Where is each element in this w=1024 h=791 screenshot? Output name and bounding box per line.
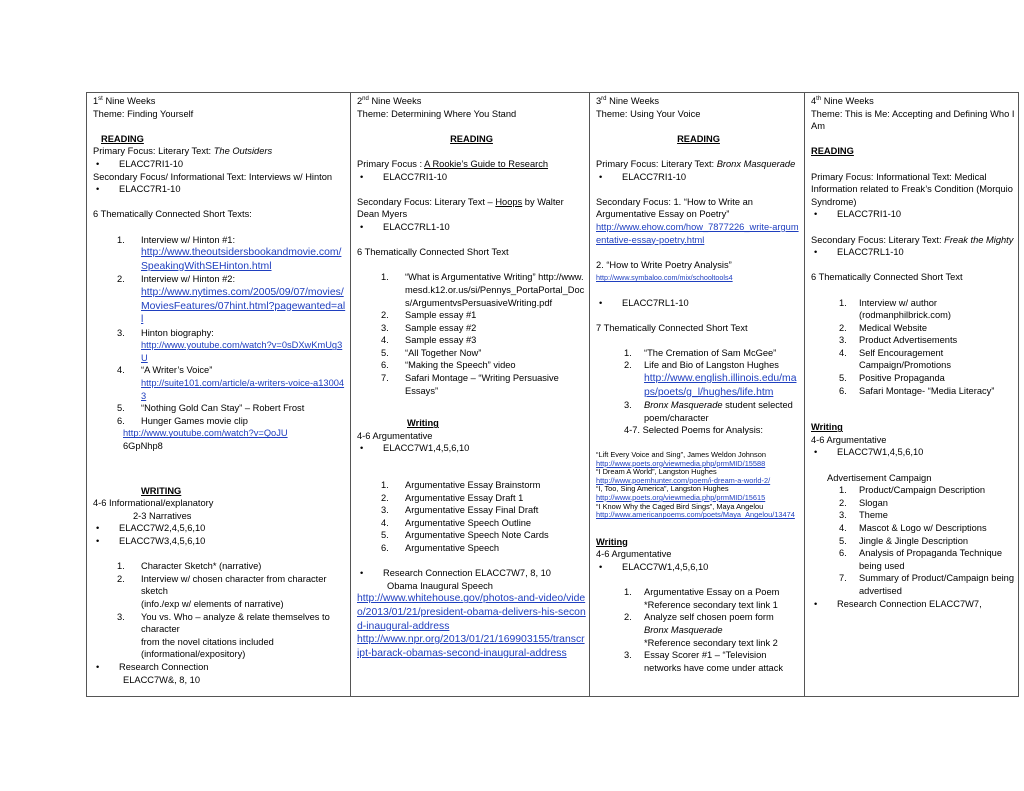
list-item: 4. Self Encouragement Campaign/Promotions [839, 347, 951, 371]
standard: • ELACC7W1,4,5,6,10 [596, 561, 801, 574]
list-item: 2. Sample essay #1 [381, 310, 477, 321]
list-item: 2. Interview w/ Hinton #2: http://www.nytimes.com/2005/09/07/movies/MoviesFeatures/07hint.html?pagewanted=all [117, 274, 346, 326]
list-item: 6. Argumentative Speech [381, 543, 500, 553]
list-item: 4. Sample essay #3 [381, 335, 477, 346]
list-note: *Reference secondary text link 2 [644, 637, 778, 648]
list-item: 3. Product Advertisements [839, 335, 958, 346]
writing-heading: Writing [811, 422, 843, 433]
column-heading: 2nd Nine Weeks [357, 95, 422, 106]
reading-heading: READING [101, 133, 144, 144]
writing-type: 2-3 Narratives [133, 510, 192, 521]
research-connection: • Research Connection [93, 661, 347, 674]
symbaloo-link[interactable]: http://www.symbaloo.com/mix/schooltools4 [596, 273, 733, 283]
poem-link[interactable]: http://www.poets.org/viewmedia.php/prmMID/15588 [596, 458, 766, 468]
list-item: 6. Hunger Games movie clip [117, 415, 248, 426]
list-item: 2. Interview w/ chosen character from character sketch [117, 573, 327, 597]
list-item: 2. Medical Website [839, 322, 928, 333]
secondary-focus-2: 2. “How to Write Poetry Analysis” [596, 259, 732, 270]
secondary-focus: Secondary Focus: 1. “How to Write an Argumentative Essay on Poetry” [596, 196, 753, 220]
biography-link[interactable]: http://www.youtube.com/watch?v=0sDXwKmUg3U [141, 340, 343, 363]
poems-list [596, 451, 801, 520]
column-heading: 1st Nine Weeks [93, 95, 156, 106]
poems-heading: 4-7. Selected Poems for Analysis: [624, 425, 764, 436]
theme: Theme: Finding Yourself [93, 108, 194, 119]
secondary-focus: Secondary Focus: Literary Text – Hoops by Walter Dean Myers [357, 196, 564, 220]
primary-focus: Primary Focus: Literary Text: The Outsiders [93, 146, 273, 157]
standard: • ELACC7RI1-10 [93, 158, 347, 171]
poem-link[interactable]: http://www.poets.org/viewmedia.php/prmMID/15615 [596, 493, 766, 502]
standard: • ELACC7W1,4,5,6,10 [357, 442, 586, 455]
list-note: (info./exp w/ elements of narrative) [141, 598, 284, 609]
list-item: 4. Argumentative Speech Outline [381, 517, 532, 528]
texts-heading: 6 Thematically Connected Short Texts: [93, 209, 252, 220]
standard: • ELACC7R1-10 [93, 183, 347, 196]
secondary-focus: Secondary Focus/ Informational Text: Interviews w/ Hinton [93, 171, 333, 182]
list-item: 3. You vs. Who – analyze & relate themselves to character [117, 611, 330, 635]
standard: • ELACC7RI1-10 [596, 171, 801, 184]
standard: • ELACC7RI1-10 [357, 171, 586, 184]
writing-heading: WRITING [141, 485, 182, 496]
column-heading: 3rd Nine Weeks [596, 95, 660, 106]
list-item: 1. Product/Campaign Description [839, 485, 986, 496]
list-note: Bronx Masquerade [644, 624, 723, 635]
writing-heading: Writing [596, 536, 628, 547]
list-item: 1. Interview w/ Hinton #1: http://www.theoutsidersbookandmovie.com/SpeakingWithSEHinton.html [117, 234, 342, 272]
list-item: 6. Analysis of Propaganda Technique being used [839, 548, 1002, 571]
poem: “I Dream A World”, Langston Hughes [596, 467, 717, 477]
column-second-nine-weeks [351, 93, 590, 696]
movie-clip-link[interactable]: http://www.youtube.com/watch?v=QoJU [123, 428, 288, 439]
theme: Theme: This is Me: Accepting and Defining Who I Am [811, 108, 1015, 132]
writing-type: 4-6 Argumentative [811, 434, 887, 445]
list-item: 7. Safari Montage – “Writing Persuasive Essays” [381, 373, 559, 396]
list-item: 1. Argumentative Essay Brainstorm [381, 480, 541, 491]
standard: • ELACC7W1,4,5,6,10 [811, 446, 1015, 459]
writing-type: 4-6 Argumentative [357, 430, 433, 441]
list-item: 5. Jingle & Jingle Description [839, 535, 969, 546]
list-item: 4. “A Writer’s Voice” http://suite101.com/article/a-writers-voice-a130043 [117, 365, 345, 401]
link-tail: 6GpNhp8 [123, 441, 163, 452]
list-item: 3. Essay Scorer #1 – “Television networks have come under attack [624, 650, 784, 673]
standard: • ELACC7RI1-10 [811, 208, 1015, 221]
column-first-nine-weeks [87, 93, 351, 696]
primary-focus: Primary Focus : A Rookie’s Guide to Research [357, 158, 549, 169]
list-item: 1. “What is Argumentative Writing” http://www.mesd.k12.or.us/si/Pennys_PortaPortal_Docs/ArgumentvsPersuasiveWriting.pdf [381, 272, 585, 308]
list-item: 4. Mascot & Logo w/ Descriptions [839, 523, 987, 533]
list-item: 1. “The Cremation of Sam McGee” [624, 347, 777, 358]
ehow-link[interactable]: http://www.ehow.com/how_7877226_write-argumentative-essay-poetry.html [596, 221, 799, 245]
primary-focus: Primary Focus: Literary Text: Bronx Masquerade [596, 158, 796, 169]
poem-link[interactable]: http://www.poemhunter.com/poem/i-dream-a-world-2/ [596, 475, 771, 485]
npr-link[interactable]: http://www.npr.org/2013/01/21/169903155/transcript-barack-obamas-second-inaugural-address [357, 634, 585, 659]
list-item: 2. Life and Bio of Langston Hughes http://www.english.illinois.edu/maps/poets/g_l/hughes/life.htm [624, 360, 797, 398]
list-item: 6. Safari Montage- “Media Literacy” [839, 385, 995, 396]
article-link[interactable]: http://suite101.com/article/a-writers-voice-a130043 [141, 378, 345, 401]
list-item: 1. Argumentative Essay on a Poem [624, 587, 780, 598]
poem-link[interactable]: http://www.americanpoems.com/poets/Maya_Angelou/13474 [596, 510, 795, 520]
standard: • ELACC7W3,4,5,6,10 [93, 535, 347, 548]
list-item: 5. Argumentative Speech Note Cards [381, 530, 549, 541]
standard: • ELACC7W2,4,5,6,10 [93, 522, 347, 535]
campaign-heading: Advertisement Campaign [827, 472, 932, 483]
secondary-focus: Secondary Focus: Literary Text: Freak the Mighty [811, 234, 1014, 245]
list-item: 7. Summary of Product/Campaign being advertised [839, 573, 1015, 596]
reading-heading: READING [677, 133, 720, 144]
curriculum-map-table [86, 92, 1019, 697]
standard: • ELACC7RL1-10 [811, 246, 1015, 259]
texts-heading: 7 Thematically Connected Short Text [596, 322, 748, 333]
standard: • ELACC7RL1-10 [357, 221, 586, 234]
poem: “Lift Every Voice and Sing”, James Weldon Johnson [596, 450, 766, 460]
writing-heading: Writing [407, 418, 439, 429]
list-item: 3. Hinton biography: http://www.youtube.com/watch?v=0sDXwKmUg3U [117, 327, 343, 363]
interview-link[interactable]: http://www.theoutsidersbookandmovie.com/SpeakingWithSEHinton.html [141, 247, 342, 272]
theme: Theme: Determining Where You Stand [357, 108, 517, 119]
research-standard: ELACC7W&, 8, 10 [123, 674, 200, 685]
list-item: 1. Character Sketch* (narrative) [117, 561, 262, 572]
texts-heading: 6 Thematically Connected Short Text [357, 247, 509, 258]
standard: • ELACC7RL1-10 [596, 297, 801, 310]
research-connection: • Research Connection ELACC7W7, [811, 598, 1015, 611]
list-item: 1. Interview w/ author (rodmanphilbrick.com) [839, 297, 951, 321]
research-detail: Obama Inaugural Speech [387, 580, 493, 591]
poem: “I Know Why the Caged Bird Sings”, Maya Angelou [596, 501, 764, 511]
research-connection: • Research Connection ELACC7W7, 8, 10 [357, 567, 586, 580]
column-heading: 4th Nine Weeks [811, 95, 874, 106]
list-item: 3. Sample essay #2 [381, 322, 477, 333]
poem: “I, Too, Sing America”, Langston Hughes [596, 484, 729, 494]
hughes-link[interactable]: http://www.english.illinois.edu/maps/poets/g_l/hughes/life.htm [644, 373, 797, 398]
theme: Theme: Using Your Voice [596, 108, 701, 119]
list-item: 6. “Making the Speech” video [381, 360, 516, 371]
list-item: 2. Analyze self chosen poem form [624, 612, 774, 623]
list-item: 3. Argumentative Essay Final Draft [381, 505, 539, 516]
writing-type: 4-6 Informational/explanatory [93, 498, 214, 509]
list-item: 2. Slogan [839, 497, 888, 508]
texts-heading: 6 Thematically Connected Short Text [811, 272, 963, 283]
list-item: 5. Positive Propaganda [839, 373, 945, 384]
whitehouse-link[interactable]: http://www.whitehouse.gov/photos-and-video/video/2013/01/21/president-obama-delivers-his-second-inaugural-address [357, 593, 586, 632]
list-item: 5. “Nothing Gold Can Stay” – Robert Frost [117, 403, 305, 414]
column-third-nine-weeks [590, 93, 805, 696]
list-item: 3. Theme [839, 510, 888, 521]
column-fourth-nine-weeks [805, 93, 1018, 696]
list-item: 3. Bronx Masquerade student selected poem/character [624, 400, 793, 423]
list-note: (informational/expository) [141, 649, 246, 660]
list-item: 2. Argumentative Essay Draft 1 [381, 492, 524, 503]
list-note: from the novel citations included [141, 636, 274, 647]
list-note: *Reference secondary text link 1 [644, 599, 778, 610]
primary-focus: Primary Focus: Informational Text: Medical Information related to Freak’s Condition (Morquio Syndrome) [811, 171, 1013, 207]
writing-type: 4-6 Argumentative [596, 549, 672, 560]
list-item: 5. “All Together Now” [381, 347, 482, 358]
interview-link[interactable]: http://www.nytimes.com/2005/09/07/movies/MoviesFeatures/07hint.html?pagewanted=all [141, 286, 346, 326]
reading-heading: READING [450, 133, 493, 144]
reading-heading: READING [811, 146, 854, 157]
